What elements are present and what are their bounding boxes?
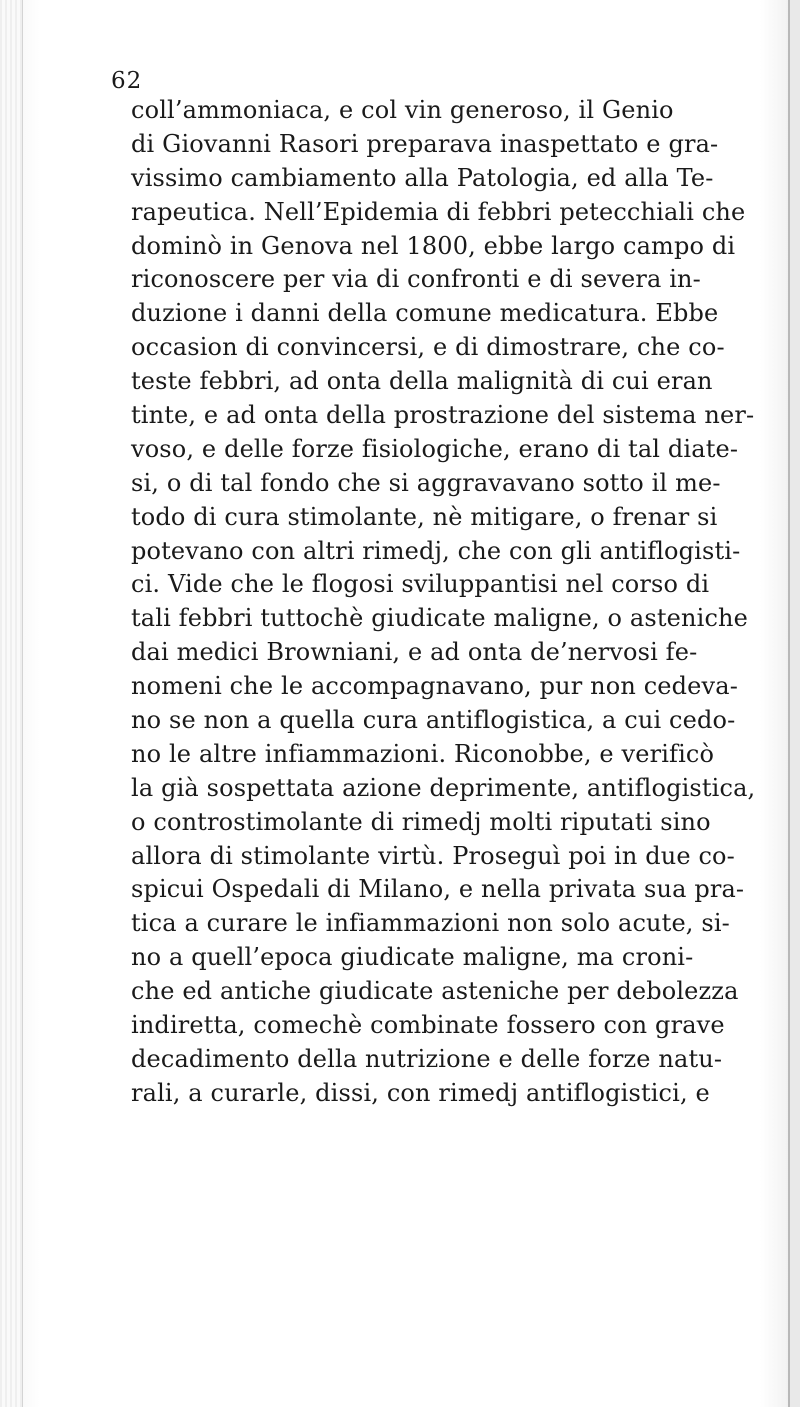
page-number: 62: [111, 68, 143, 94]
text-line: indiretta, comechè combinate fossero con grave: [131, 1011, 725, 1040]
text-line: la già sospettata azione deprimente, antiflogistica,: [131, 773, 756, 802]
text-line: decadimento della nutrizione e delle forze natu-: [131, 1044, 723, 1073]
text-line: no le altre infiammazioni. Riconobbe, e verificò: [131, 739, 715, 768]
page-edge: [788, 0, 800, 1407]
text-line: allora di stimolante virtù. Proseguì poi in due co-: [131, 841, 735, 870]
text-line: nomeni che le accompagnavano, pur non cedeva-: [131, 672, 738, 701]
text-line: che ed antiche giudicate asteniche per debolezza: [131, 977, 739, 1006]
text-line: tica a curare le infiammazioni non solo acute, si-: [131, 909, 730, 938]
text-line: ci. Vide che le flogosi sviluppantisi nel corso di: [131, 570, 710, 599]
text-line: tinte, e ad onta della prostrazione del sistema ner-: [131, 401, 755, 430]
text-line: di Giovanni Rasori preparava inaspettato e gra-: [131, 129, 719, 158]
text-line: coll’ammoniaca, e col vin generoso, il Genio: [131, 96, 674, 124]
page-gutter: [0, 0, 23, 1407]
text-line: o controstimolante di rimedj molti riputati sino: [131, 807, 711, 836]
text-line: rapeutica. Nell’Epidemia di febbri petecchiali che: [131, 197, 746, 226]
text-line: tali febbri tuttochè giudicate maligne, o asteniche: [131, 604, 748, 633]
text-line: potevano con altri rimedj, che con gli antiflogisti-: [131, 536, 741, 565]
text-line: todo di cura stimolante, nè mitigare, o frenar si: [131, 502, 718, 531]
text-line: vissimo cambiamento alla Patologia, ed alla Te-: [131, 163, 714, 192]
text-line: riconoscere per via di confronti e di severa in-: [131, 265, 701, 294]
text-line: dai medici Browniani, e ad onta de’nervosi fe-: [131, 638, 698, 667]
text-line: teste febbri, ad onta della malignità di cui eran: [131, 367, 713, 396]
text-line: si, o di tal fondo che si aggravavano sotto il me-: [131, 468, 721, 497]
text-line: occasion di convincersi, e di dimostrare, che co-: [131, 333, 725, 362]
text-line: no a quell’epoca giudicate maligne, ma croni-: [131, 943, 694, 972]
text-line: voso, e delle forze fisiologiche, erano di tal diate-: [131, 434, 739, 463]
text-line: dominò in Genova nel 1800, ebbe largo campo di: [131, 231, 736, 260]
text-line: rali, a curarle, dissi, con rimedj antiflogistici, e: [131, 1078, 710, 1107]
text-line: duzione i danni della comune medicatura. Ebbe: [131, 299, 719, 328]
body-text: [131, 94, 771, 1111]
text-line: spicui Ospedali di Milano, e nella privata sua pra-: [131, 875, 745, 904]
text-line: no se non a quella cura antiflogistica, a cui cedo-: [131, 706, 736, 735]
